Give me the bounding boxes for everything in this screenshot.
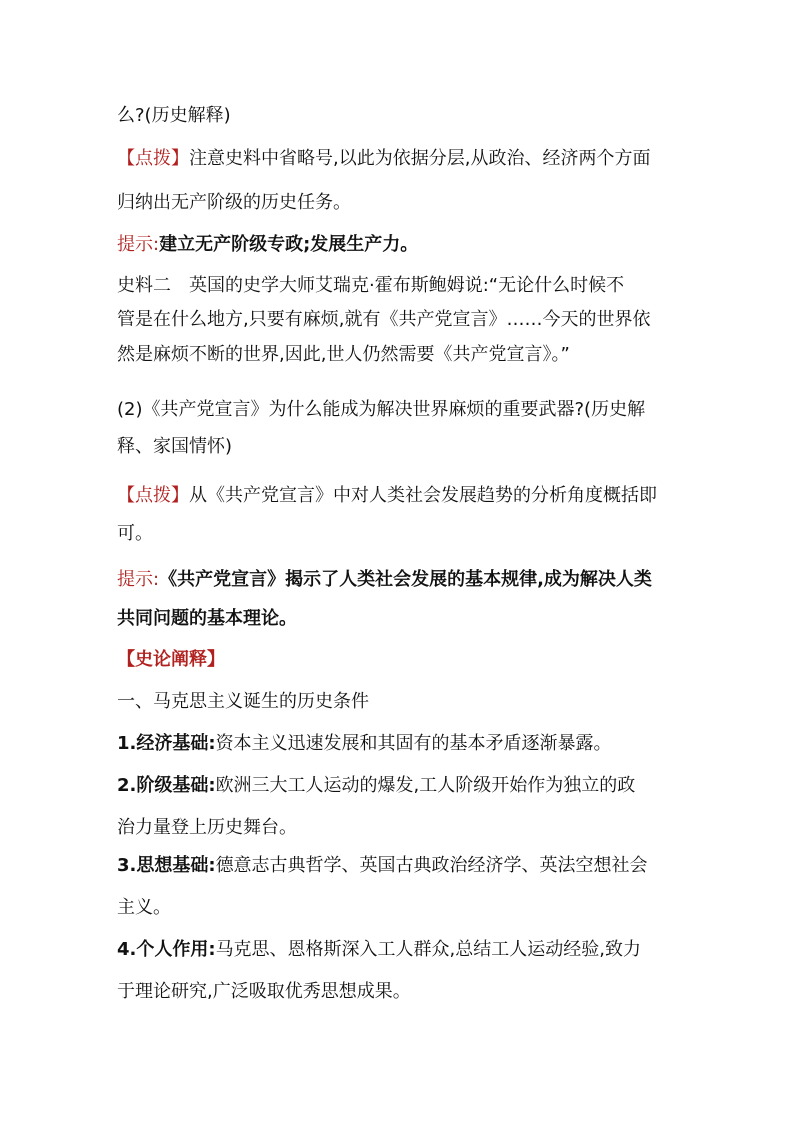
- tishi-label: 提示:: [117, 234, 160, 255]
- item-label: 2.阶级基础:: [117, 775, 216, 796]
- dianbo-tag: 【点拨】: [117, 485, 189, 506]
- item-text: 德意志古典哲学、英国古典政治经济学、英法空想社会: [215, 855, 648, 876]
- text-line: 从《共产党宣言》中对人类社会发展趋势的分析角度概括即: [189, 485, 657, 506]
- section-heading-tag: [117, 646, 682, 673]
- hint-paragraph-1: [117, 145, 682, 216]
- heading-text: 一、马克思主义诞生的历史条件: [117, 691, 369, 712]
- dianbo-tag: 【点拨】: [117, 148, 189, 169]
- item-text: 于理论研究,广泛吸取优秀思想成果。: [117, 981, 411, 1002]
- text-line: 么?(历史解释): [117, 105, 231, 126]
- hint-paragraph-2: [117, 482, 682, 547]
- question-tail: [117, 102, 682, 129]
- item-label: 1.经济基础:: [117, 733, 216, 754]
- text-line: 归纳出无产阶级的历史任务。: [117, 192, 351, 213]
- answer-text: 共同问题的基本理论。: [117, 608, 297, 629]
- text-line: 史料二 英国的史学大师艾瑞克·霍布斯鲍姆说:“无论什么时候不: [117, 275, 625, 296]
- text-line: 注意史料中省略号,以此为依据分层,从政治、经济两个方面: [189, 148, 651, 169]
- text-line: 释、家国情怀): [117, 436, 233, 457]
- item-text: 治力量登上历史舞台。: [117, 817, 297, 838]
- shilun-tag: 【史论阐释】: [117, 649, 225, 670]
- section-heading: [117, 688, 682, 715]
- list-item-1: [117, 730, 682, 757]
- item-text: 资本主义迅速发展和其固有的基本矛盾逐渐暴露。: [215, 733, 612, 754]
- answer-2: [117, 566, 682, 632]
- answer-text: 《共产党宣言》揭示了人类社会发展的基本规律,成为解决人类: [159, 569, 652, 590]
- item-text: 欧洲三大工人运动的爆发,工人阶级开始作为独立的政: [215, 775, 636, 796]
- text-line: 然是麻烦不断的世界,因此,世人仍然需要《共产党宣言》。”: [117, 344, 570, 365]
- item-text: 马克思、恩格斯深入工人群众,总结工人运动经验,致力: [215, 939, 642, 960]
- answer-1: [117, 231, 682, 258]
- item-label: 4.个人作用:: [117, 939, 216, 960]
- source-material-2: [117, 272, 682, 368]
- text-line: 管是在什么地方,只要有麻烦,就有《共产党宣言》……今天的世界依: [117, 309, 651, 330]
- list-item-3: [117, 852, 682, 921]
- question-2: [117, 396, 682, 460]
- item-label: 3.思想基础:: [117, 855, 216, 876]
- item-text: 主义。: [117, 897, 171, 918]
- text-line: 可。: [117, 523, 153, 544]
- list-item-4: [117, 936, 682, 1005]
- answer-text: 建立无产阶级专政;发展生产力。: [159, 234, 419, 255]
- tishi-label: 提示:: [117, 569, 160, 590]
- list-item-2: [117, 772, 682, 841]
- text-line: (2)《共产党宣言》为什么能成为解决世界麻烦的重要武器?(历史解: [117, 399, 646, 420]
